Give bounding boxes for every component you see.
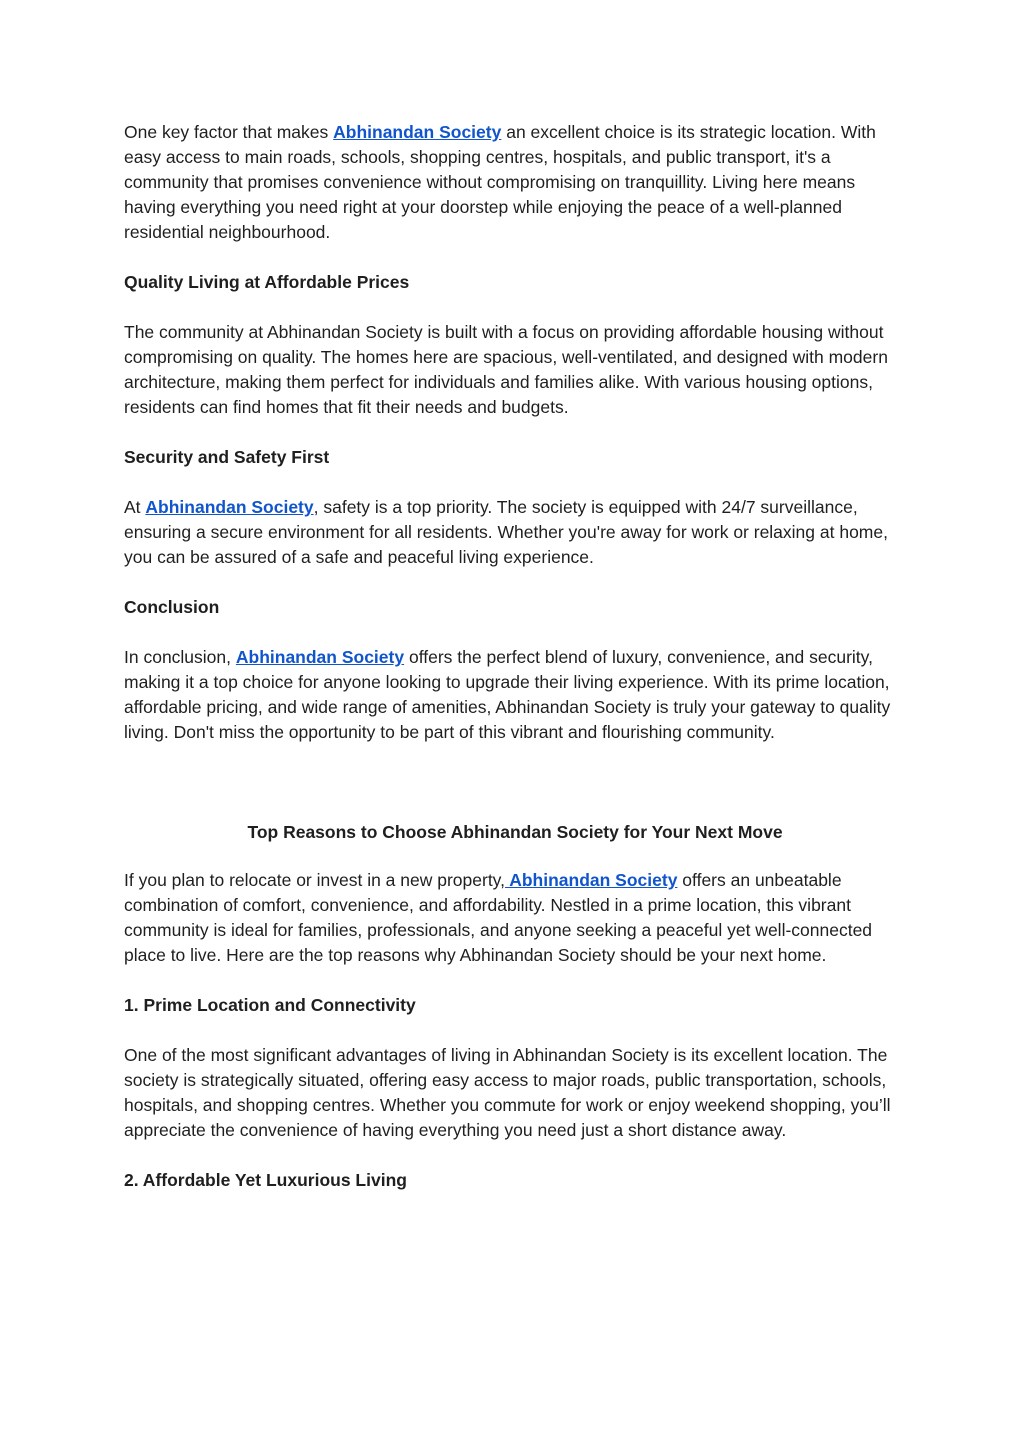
abhinandan-society-link[interactable]: Abhinandan Society [145, 497, 314, 517]
heading-top-reasons: Top Reasons to Choose Abhinandan Society for Your Next Move [247, 822, 783, 842]
paragraph-security-before: At [124, 497, 146, 517]
document-page [124, 120, 906, 1218]
heading-security: Security and Safety First [124, 447, 330, 467]
paragraph-location-before: One key factor that makes [124, 122, 334, 142]
paragraph-location [124, 120, 906, 245]
heading-prime-location: 1. Prime Location and Connectivity [124, 995, 416, 1015]
paragraph-prime-location: One of the most significant advantages of living in Abhinandan Society is its excellent location. The society is strategically situated, offering easy access to major roads, public transportation, schools, hospitals, and shopping centres. Whether you commute for work or enjoy weekend shopping, you’ll appreciate the convenience of having everything you need just a short distance away. [124, 1045, 891, 1140]
abhinandan-society-link[interactable]: Abhinandan Society [235, 647, 405, 667]
paragraph-conclusion [124, 645, 906, 745]
heading-affordable-luxury: 2. Affordable Yet Luxurious Living [124, 1170, 407, 1190]
paragraph-security-after: , safety is a top priority. The society is equipped with 24/7 surveillance, ensuring a secure environment for all residents. Whether you're away for work or relaxing at home, you can be assured of a safe and peaceful living experience. [124, 497, 888, 567]
paragraph-intro-after: offers an unbeatable combination of comfort, convenience, and affordability. Nestled in a prime location, this vibrant community is ideal for families, professionals, and anyone seeking a peaceful yet well-connected place to live. Here are the top reasons why Abhinandan Society should be your next home. [124, 870, 873, 965]
heading-conclusion: Conclusion [124, 597, 220, 617]
abhinandan-society-link[interactable]: Abhinandan Society [505, 870, 678, 890]
paragraph-location-after: an excellent choice is its strategic location. With easy access to main roads, schools, shopping centres, hospitals, and public transport, it's a community that promises convenience without compromising on tranquillity. Living here means having everything you need right at your doorstep while enjoying the peace of a well-planned residential neighbourhood. [124, 122, 876, 242]
abhinandan-society-link[interactable]: Abhinandan Society [333, 122, 502, 142]
paragraph-security [124, 495, 906, 570]
paragraph-intro [124, 868, 906, 968]
section-spacer [124, 770, 906, 820]
paragraph-conclusion-before: In conclusion, [124, 647, 236, 667]
heading-quality-living: Quality Living at Affordable Prices [124, 272, 410, 292]
paragraph-conclusion-after: offers the perfect blend of luxury, convenience, and security, making it a top choice for anyone looking to upgrade their living experience. With its prime location, affordable pricing, and wide range of amenities, Abhinandan Society is truly your gateway to quality living. Don't miss the opportunity to be part of this vibrant and flourishing community. [124, 647, 891, 742]
paragraph-intro-before: If you plan to relocate or invest in a new property, [124, 870, 505, 890]
paragraph-quality-living: The community at Abhinandan Society is built with a focus on providing affordable housing without compromising on quality. The homes here are spacious, well-ventilated, and designed with modern architecture, making them perfect for individuals and families alike. With various housing options, residents can find homes that fit their needs and budgets. [124, 322, 888, 417]
